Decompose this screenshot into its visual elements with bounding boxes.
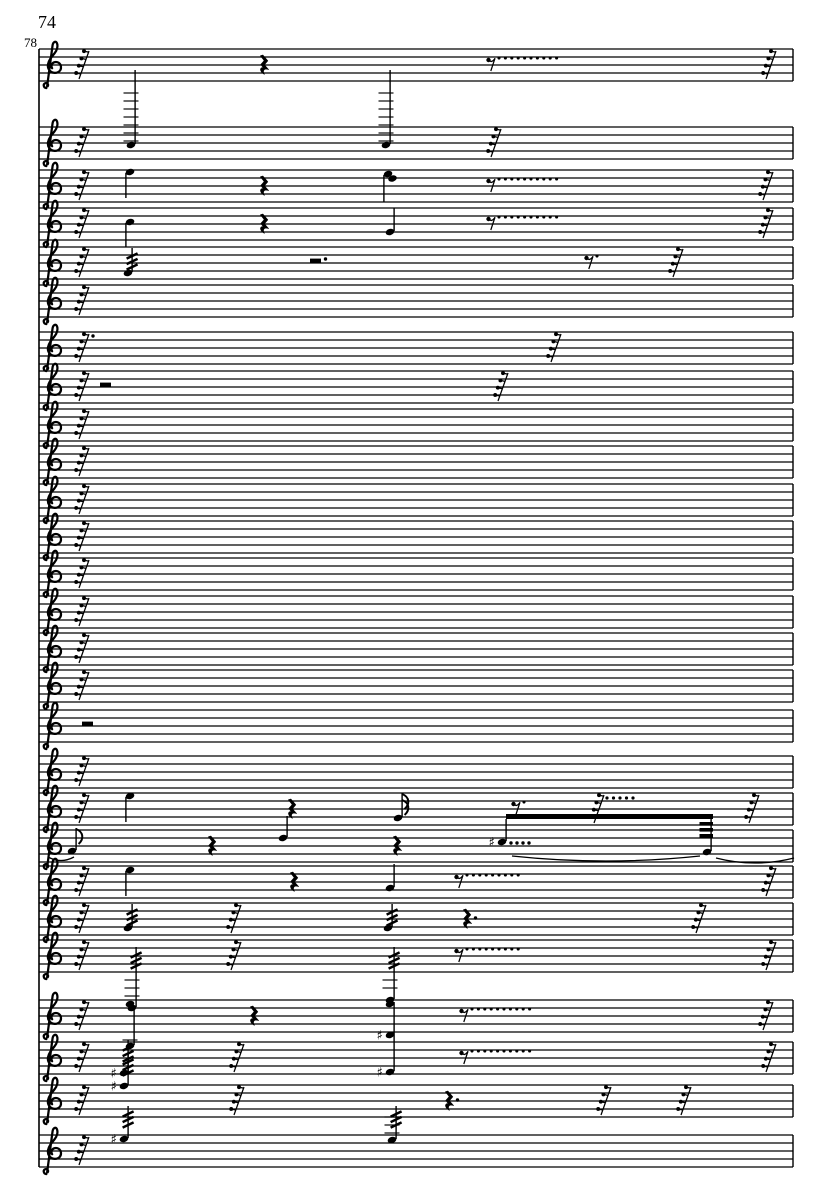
rest-hook-dot — [74, 354, 78, 358]
rest-hook-dot — [592, 808, 596, 812]
rest-hook-dot — [769, 49, 773, 53]
page-number: 74 — [38, 12, 56, 32]
rest-hook-dot — [79, 215, 83, 219]
rest-dot — [504, 56, 507, 59]
rest-hook-dot — [82, 1085, 86, 1089]
half-rest — [100, 383, 111, 387]
rest-hook-dot — [761, 888, 765, 892]
rest-hook-dot — [74, 778, 78, 782]
rest-hook-dot — [758, 230, 762, 234]
rest-dot — [542, 215, 545, 218]
rest-hook-dot — [79, 56, 83, 60]
rest-hook-dot — [74, 1157, 78, 1161]
rest-hook-dot — [596, 1107, 600, 1111]
rest-hook-dot — [77, 536, 81, 540]
rest-dot — [470, 1007, 473, 1010]
rest-dot — [491, 873, 494, 876]
rest-hook-dot — [77, 300, 81, 304]
rest-hook-dot — [77, 262, 81, 266]
rest-hook-dot — [74, 692, 78, 696]
rest-dot — [485, 947, 488, 950]
rest-hook-dot — [769, 866, 773, 870]
rest-hook-dot — [74, 506, 78, 510]
rest-hook-dot — [77, 223, 81, 227]
rest-hook-dot — [82, 670, 86, 674]
rest-hook-dot — [766, 170, 770, 174]
rest-hook-dot — [494, 127, 498, 131]
sharp-accidental: ♯ — [488, 835, 495, 851]
rest-hook-dot — [82, 866, 86, 870]
rest-hook-dot — [493, 393, 497, 397]
rest-dot — [472, 947, 475, 950]
rest-hook-dot — [74, 230, 78, 234]
rest-dot — [477, 1007, 480, 1010]
rest-hook-dot — [761, 962, 765, 966]
rest-dot — [523, 215, 526, 218]
rest-dot — [470, 1049, 473, 1052]
half-rest — [82, 722, 93, 726]
rest-hook-dot — [229, 1107, 233, 1111]
rest-hook-dot — [226, 962, 230, 966]
beam — [506, 814, 713, 819]
rest-hook-dot — [684, 1085, 688, 1089]
rest-hook-dot — [234, 903, 238, 907]
rest-dot — [528, 1049, 531, 1052]
rest-hook-dot — [74, 149, 78, 153]
rest-hook-dot — [764, 881, 768, 885]
rest-hook-dot — [752, 793, 756, 797]
rest-hook-dot — [82, 49, 86, 53]
rest-hook-dot — [82, 208, 86, 212]
rest-dot — [549, 177, 552, 180]
rest-hook-dot — [79, 910, 83, 914]
rest-hook-dot — [604, 1085, 608, 1089]
rest-hook-dot — [691, 925, 695, 929]
note-dot — [527, 841, 530, 844]
tie — [48, 857, 74, 861]
rest-dot — [465, 873, 468, 876]
rest-hook-dot — [77, 461, 81, 465]
rest-hook-dot — [498, 378, 502, 382]
rest-hook-dot — [501, 371, 505, 375]
rest-dot — [474, 916, 477, 919]
rest-hook-dot — [74, 655, 78, 659]
rest-hook-dot — [79, 873, 83, 877]
rest-dot — [504, 947, 507, 950]
rest-hook-dot — [77, 955, 81, 959]
rest-hook-dot — [761, 71, 765, 75]
rest-hook-dot — [74, 962, 78, 966]
rest-dot — [631, 796, 634, 799]
rest-hook-dot — [74, 888, 78, 892]
rest-dot — [555, 56, 558, 59]
rest-hook-dot — [77, 142, 81, 146]
rest-hook-dot — [79, 491, 83, 495]
rest-dot — [605, 796, 608, 799]
rest-dot — [536, 56, 539, 59]
rest-hook-dot — [232, 1057, 236, 1061]
rest-dot — [517, 873, 520, 876]
rest-dot — [517, 215, 520, 218]
rest-hook-dot — [546, 354, 550, 358]
rest-hook-dot — [79, 1142, 83, 1146]
rest-hook-dot — [74, 1064, 78, 1068]
rest-dot — [502, 1007, 505, 1010]
rest-hook-dot — [79, 1092, 83, 1096]
rest-hook-dot — [761, 185, 765, 189]
rest-hook-dot — [82, 1042, 86, 1046]
rest-hook-dot — [766, 1000, 770, 1004]
rest-dot — [529, 215, 532, 218]
rest-hook-dot — [82, 371, 86, 375]
rest-hook-dot — [74, 618, 78, 622]
tie — [512, 856, 700, 861]
sharp-accidental: ♯ — [110, 1132, 117, 1148]
rest-hook-dot — [489, 142, 493, 146]
rest-hook-dot — [74, 307, 78, 311]
rest-dot — [456, 1098, 459, 1101]
rest-hook-dot — [766, 208, 770, 212]
rest-hook-dot — [79, 1049, 83, 1053]
rest-hook-dot — [229, 955, 233, 959]
rest-dot — [625, 796, 628, 799]
rest-hook-dot — [79, 177, 83, 181]
rest-dot — [510, 177, 513, 180]
rest-dot — [536, 177, 539, 180]
rest-dot — [502, 1049, 505, 1052]
rest-hook-dot — [747, 808, 751, 812]
rest-dot — [510, 873, 513, 876]
rest-hook-dot — [761, 1064, 765, 1068]
note-dot — [509, 841, 512, 844]
rest-hook-dot — [79, 378, 83, 382]
rest-hook-dot — [74, 1107, 78, 1111]
rest-dot — [496, 1049, 499, 1052]
rest-hook-dot — [229, 918, 233, 922]
rest-hook-dot — [82, 793, 86, 797]
rest-hook-dot — [551, 339, 555, 343]
rest-hook-dot — [766, 947, 770, 951]
rest-hook-dot — [769, 1042, 773, 1046]
rest-dot — [595, 254, 598, 257]
rest-dot — [522, 1007, 525, 1010]
rest-hook-dot — [491, 134, 495, 138]
rest-hook-dot — [82, 127, 86, 131]
rest-hook-dot — [82, 170, 86, 174]
rest-dot — [477, 1049, 480, 1052]
rest-hook-dot — [82, 1135, 86, 1139]
rest-hook-dot — [79, 603, 83, 607]
rest-hook-dot — [82, 1000, 86, 1004]
sharp-accidental: ♯ — [110, 1079, 117, 1095]
rest-hook-dot — [763, 215, 767, 219]
rest-dot — [515, 1049, 518, 1052]
rest-hook-dot — [77, 1150, 81, 1154]
rest-dot — [549, 215, 552, 218]
rest-hook-dot — [82, 247, 86, 251]
rest-hook-dot — [763, 177, 767, 181]
rest-hook-dot — [79, 800, 83, 804]
rest-hook-dot — [77, 185, 81, 189]
note-dot — [515, 841, 518, 844]
rest-dot — [542, 177, 545, 180]
rest-hook-dot — [77, 1057, 81, 1061]
rest-hook-dot — [763, 1007, 767, 1011]
note-dot — [521, 841, 524, 844]
rest-hook-dot — [77, 648, 81, 652]
rest-hook-dot — [82, 756, 86, 760]
rest-hook-dot — [74, 925, 78, 929]
rest-dot — [91, 334, 94, 337]
measure-number: 78 — [24, 35, 37, 50]
rest-hook-dot — [82, 903, 86, 907]
rest-dot — [510, 215, 513, 218]
rest-hook-dot — [749, 800, 753, 804]
rest-dot — [509, 1007, 512, 1010]
rest-hook-dot — [681, 1092, 685, 1096]
rest-hook-dot — [74, 393, 78, 397]
rest-dot — [510, 56, 513, 59]
rest-hook-dot — [694, 918, 698, 922]
rest-dot — [509, 1049, 512, 1052]
rest-hook-dot — [696, 910, 700, 914]
rest-dot — [497, 56, 500, 59]
rest-hook-dot — [766, 873, 770, 877]
note-flag — [76, 829, 82, 844]
rest-dot — [555, 215, 558, 218]
rest-hook-dot — [82, 521, 86, 525]
rest-hook-dot — [668, 269, 672, 273]
rest-hook-dot — [79, 416, 83, 420]
rest-hook-dot — [232, 1100, 236, 1104]
rest-dot — [497, 873, 500, 876]
rest-hook-dot — [74, 71, 78, 75]
rest-hook-dot — [82, 285, 86, 289]
rest-hook-dot — [554, 332, 558, 336]
rest-dot — [490, 1007, 493, 1010]
rest-dot — [483, 1049, 486, 1052]
rest-dot — [465, 947, 468, 950]
rest-hook-dot — [237, 1085, 241, 1089]
rest-hook-dot — [77, 1100, 81, 1104]
rest-hook-dot — [74, 1022, 78, 1026]
rest-dot — [529, 177, 532, 180]
rest-hook-dot — [599, 1100, 603, 1104]
rest-hook-dot — [77, 771, 81, 775]
rest-hook-dot — [77, 64, 81, 68]
rest-hook-dot — [74, 269, 78, 273]
half-rest — [310, 259, 321, 263]
rest-hook-dot — [77, 424, 81, 428]
rest-dot — [504, 873, 507, 876]
rest-hook-dot — [231, 910, 235, 914]
rest-hook-dot — [74, 431, 78, 435]
rest-hook-dot — [79, 763, 83, 767]
rest-hook-dot — [496, 386, 500, 390]
rest-hook-dot — [74, 580, 78, 584]
rest-hook-dot — [758, 192, 762, 196]
rest-dot — [523, 56, 526, 59]
rest-hook-dot — [77, 347, 81, 351]
rest-dot — [549, 56, 552, 59]
rest-hook-dot — [79, 292, 83, 296]
rest-hook-dot — [229, 1064, 233, 1068]
rest-hook-dot — [744, 815, 748, 819]
rest-hook-dot — [234, 940, 238, 944]
rest-hook-dot — [77, 881, 81, 885]
rest-dot — [612, 796, 615, 799]
rest-dot — [528, 1007, 531, 1010]
rest-dot — [523, 177, 526, 180]
rest-hook-dot — [764, 955, 768, 959]
rest-hook-dot — [764, 64, 768, 68]
rest-hook-dot — [82, 484, 86, 488]
rest-dot — [504, 215, 507, 218]
rest-dot — [478, 947, 481, 950]
rest-hook-dot — [79, 254, 83, 258]
rest-hook-dot — [77, 386, 81, 390]
rest-hook-dot — [764, 1057, 768, 1061]
rest-dot — [496, 1007, 499, 1010]
rest-dot — [491, 947, 494, 950]
rest-hook-dot — [761, 1015, 765, 1019]
rest-hook-dot — [676, 247, 680, 251]
rest-hook-dot — [77, 808, 81, 812]
rest-hook-dot — [77, 918, 81, 922]
rest-dot — [517, 947, 520, 950]
rest-hook-dot — [766, 56, 770, 60]
rest-dot — [536, 215, 539, 218]
rest-hook-dot — [699, 903, 703, 907]
rest-dot — [497, 947, 500, 950]
rest-hook-dot — [79, 565, 83, 569]
rest-hook-dot — [77, 499, 81, 503]
sharp-accidental: ♯ — [376, 1028, 383, 1044]
rest-dot — [542, 56, 545, 59]
rest-hook-dot — [79, 528, 83, 532]
rest-hook-dot — [82, 596, 86, 600]
rest-dot — [324, 257, 327, 260]
rest-hook-dot — [82, 332, 86, 336]
rest-hook-dot — [594, 800, 598, 804]
rest-hook-dot — [77, 573, 81, 577]
rest-dot — [497, 215, 500, 218]
sharp-accidental: ♯ — [376, 1065, 383, 1081]
rest-dot — [517, 177, 520, 180]
rest-hook-dot — [761, 223, 765, 227]
sharp-accidental: ♯ — [110, 1066, 117, 1082]
rest-dot — [485, 873, 488, 876]
rest-hook-dot — [79, 640, 83, 644]
rest-hook-dot — [676, 1107, 680, 1111]
rest-hook-dot — [82, 446, 86, 450]
rest-hook-dot — [77, 1015, 81, 1019]
rest-hook-dot — [82, 940, 86, 944]
rest-hook-dot — [766, 1049, 770, 1053]
rest-dot — [490, 1049, 493, 1052]
rest-hook-dot — [79, 1007, 83, 1011]
rest-dot — [483, 1007, 486, 1010]
rest-hook-dot — [77, 611, 81, 615]
rest-dot — [472, 873, 475, 876]
rest-dot — [478, 873, 481, 876]
rest-hook-dot — [79, 453, 83, 457]
rest-dot — [529, 56, 532, 59]
rest-dot — [522, 800, 525, 803]
rest-hook-dot — [82, 409, 86, 413]
rest-hook-dot — [74, 192, 78, 196]
rest-hook-dot — [769, 940, 773, 944]
rest-hook-dot — [234, 1092, 238, 1096]
rest-hook-dot — [758, 1022, 762, 1026]
rest-hook-dot — [74, 543, 78, 547]
rest-hook-dot — [226, 925, 230, 929]
rest-hook-dot — [74, 468, 78, 472]
rest-hook-dot — [234, 1049, 238, 1053]
rest-hook-dot — [82, 633, 86, 637]
rest-dot — [517, 56, 520, 59]
rest-dot — [504, 177, 507, 180]
rest-hook-dot — [673, 254, 677, 258]
rest-dot — [515, 1007, 518, 1010]
rest-hook-dot — [486, 149, 490, 153]
rest-hook-dot — [597, 793, 601, 797]
rest-hook-dot — [237, 1042, 241, 1046]
rest-dot — [555, 177, 558, 180]
rest-hook-dot — [77, 685, 81, 689]
rest-hook-dot — [79, 947, 83, 951]
rest-hook-dot — [671, 262, 675, 266]
rest-hook-dot — [79, 677, 83, 681]
rest-hook-dot — [79, 134, 83, 138]
rest-dot — [510, 947, 513, 950]
rest-hook-dot — [549, 347, 553, 351]
rest-dot — [618, 796, 621, 799]
rest-dot — [497, 177, 500, 180]
rest-dot — [522, 1049, 525, 1052]
rest-hook-dot — [74, 815, 78, 819]
rest-hook-dot — [679, 1100, 683, 1104]
rest-hook-dot — [601, 1092, 605, 1096]
rest-hook-dot — [79, 339, 83, 343]
rest-hook-dot — [82, 558, 86, 562]
rest-hook-dot — [231, 947, 235, 951]
